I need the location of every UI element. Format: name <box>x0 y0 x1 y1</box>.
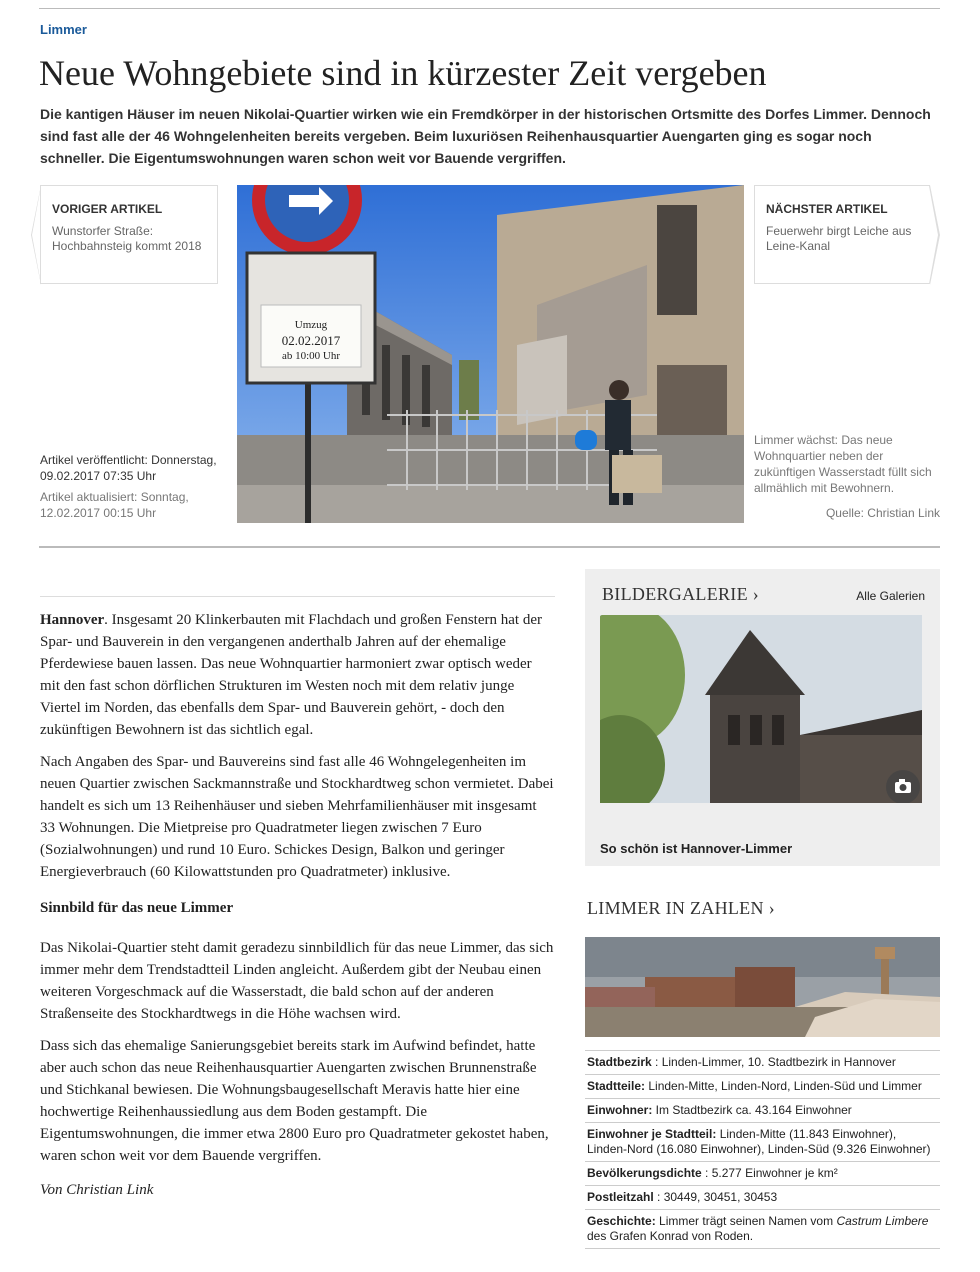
fact-value: Linden-Mitte, Linden-Nord, Linden-Süd und Limmer <box>645 1079 922 1093</box>
published-date: Artikel veröffentlicht: Donnerstag, 09.02.2017 07:35 Uhr <box>40 453 217 483</box>
next-article-title: NÄCHSTER ARTIKEL <box>766 202 888 216</box>
paragraph-1-text: . Insgesamt 20 Klinkerbauten mit Flachdach und großen Fenstern hat der Spar- und Bauverein in den vergangenen anderthalb Jahren auf der ehemalige Pferdewiese bauen lassen. Das neue Wohnquartier harmoniert zwar optisch weder mit den fast schon dörflichen Strukturen im Westen noch mit dem relativ junge Viertel im Norden, das ebenfalls dem Spar- und Bauverein gehört, - doch den zukünftigen Bewohnern ist das sichtlich egal. <box>40 612 542 738</box>
fact-value-end: des Grafen Konrad von Roden. <box>587 1229 754 1243</box>
fact-label: Postleitzahl <box>587 1190 654 1204</box>
hero-photo-svg <box>237 185 744 523</box>
fact-label: Stadtteile: <box>587 1079 646 1093</box>
limmer-photo-svg <box>585 937 940 1037</box>
fact-row <box>585 1099 940 1123</box>
fact-row <box>585 1186 940 1210</box>
zahlen-title[interactable]: LIMMER IN ZAHLEN › <box>587 898 775 918</box>
fact-value: : 30449, 30451, 30453 <box>653 1190 778 1204</box>
fact-row <box>585 1162 940 1186</box>
prev-article-link[interactable]: Wunstorfer Straße: Hochbahnsteig kommt 2018 <box>52 224 202 253</box>
fact-value: Im Stadtbezirk ca. 43.164 Einwohner <box>652 1103 852 1117</box>
fact-row <box>585 1075 940 1099</box>
sign-text-2: 02.02.2017 <box>281 333 341 348</box>
zahlen-image[interactable] <box>585 937 940 1037</box>
facts-table <box>585 1050 940 1249</box>
fact-value: : 5.277 Einwohner je km² <box>701 1166 838 1180</box>
gallery-title[interactable]: BILDERGALERIE › <box>602 584 759 604</box>
gallery-image[interactable] <box>600 615 922 803</box>
prev-article-box[interactable] <box>40 185 218 284</box>
hero-image[interactable] <box>237 185 744 523</box>
fact-row <box>585 1123 940 1162</box>
paragraph-2: Nach Angaben des Spar- und Bauvereins sind fast alle 46 Wohngelegenheiten im neuen Quartier zwischen Sackmannstraße und Stockhardtweg schon vermietet. Dabei handelt es sich um 13 Reihenhäuser und sieben Mehrfamilienhäuser mit insgesamt 33 Wohnungen. Die Mietpreise pro Quadratmeter liegen zwischen 7 Euro (Sozialwohnungen) und rund 10 Euro. Schickes Design, Balkon und geringer Energieverbrauch (60 Kilowattstunden pro Quadratmeter) inklusive. <box>40 754 554 880</box>
top-rule <box>39 8 940 9</box>
fact-label: Einwohner je Stadtteil: <box>587 1127 717 1141</box>
publish-info <box>40 452 230 521</box>
image-source: Quelle: Christian Link <box>825 506 940 520</box>
page-title: Neue Wohngebiete sind in kürzester Zeit vergeben <box>39 53 767 93</box>
paragraph-4: Dass sich das ehemalige Sanierungsgebiet bereits stark im Aufwind befindet, hatte aber auch schon das neue Reihenhausquartier Auengarten zwischen Brunnenstraße und Stichkanal bewiesen. Die Wohnungsbaugesellschaft Meravis hatte hier eine hochwertige Reihenhaussiedlung aus dem Boden gestampft. Die Eigentumswohnungen, die immer etwa 2800 Euro pro Quadratmeter gekostet haben, waren schon weit vor dem Bauende vergriffen. <box>40 1038 549 1164</box>
fact-label: Stadtbezirk <box>587 1055 652 1069</box>
kicker[interactable]: Limmer <box>40 22 87 37</box>
fact-label: Geschichte: <box>587 1214 656 1228</box>
fact-value: Limmer trägt seinen Namen vom <box>655 1214 837 1228</box>
teaser: Die kantigen Häuser im neuen Nikolai-Quartier wirken wie ein Fremdkörper in der historischen Ortsmitte des Dorfes Limmer. Dennoch sind fast alle der 46 Wohngelenheiten bereits vergeben. Beim luxuriösen Reihenhausquartier Auengarten ging es sogar noch schneller. Die Eigentumswohnungen waren schon weit vor Bauende vergriffen. <box>40 106 931 166</box>
article-author: Von Christian Link <box>40 1182 154 1198</box>
fact-row <box>585 1051 940 1075</box>
article-subhead: Sinnbild für das neue Limmer <box>40 900 234 916</box>
fact-value: : Linden-Limmer, 10. Stadtbezirk in Hannover <box>651 1055 896 1069</box>
fact-label: Einwohner: <box>587 1103 653 1117</box>
paragraph-1 <box>40 609 555 741</box>
church-photo-svg <box>600 615 922 803</box>
article-body <box>40 596 555 1201</box>
section-divider <box>39 546 940 548</box>
image-caption: Limmer wächst: Das neue Wohnquartier neben der zukünftigen Wasserstadt füllt sich allmählich mit Bewohnern. <box>754 433 932 495</box>
fact-row <box>585 1210 940 1249</box>
fact-value-italic: Castrum Limbere <box>836 1214 929 1228</box>
sign-text-1: Umzug <box>294 319 328 331</box>
all-galleries-link[interactable]: Alle Galerien <box>856 589 925 603</box>
next-arrow-inner <box>929 186 938 284</box>
gallery-box <box>585 569 940 866</box>
gallery-caption[interactable]: So schön ist Hannover-Limmer <box>600 841 793 856</box>
fact-value: Linden-Mitte (11.843 Einwohner), Linden-Nord (16.080 Einwohner), Linden-Süd (9.326 Einwohner) <box>587 1127 931 1156</box>
updated-date: Artikel aktualisiert: Sonntag, 12.02.2017 00:15 Uhr <box>40 490 189 520</box>
next-article-box[interactable] <box>754 185 930 284</box>
sign-text-3: ab 10:00 Uhr <box>281 350 341 362</box>
next-article-link[interactable]: Feuerwehr birgt Leiche aus Leine-Kanal <box>766 224 912 253</box>
fact-label: Bevölkerungsdichte <box>587 1166 702 1180</box>
paragraph-3: Das Nikolai-Quartier steht damit geradezu sinnbildlich für das neue Limmer, das sich immer mehr dem Trendstadtteil Linden angleicht. Außerdem gibt der Neubau einen weiteren Vorgeschmack auf die Wasserstadt, die bald schon auf der anderen Straßenseite des Stockhardtwegs in die Höhe wachsen wird. <box>40 940 554 1022</box>
article-city: Hannover <box>40 612 105 628</box>
prev-article-title: VORIGER ARTIKEL <box>52 202 163 216</box>
